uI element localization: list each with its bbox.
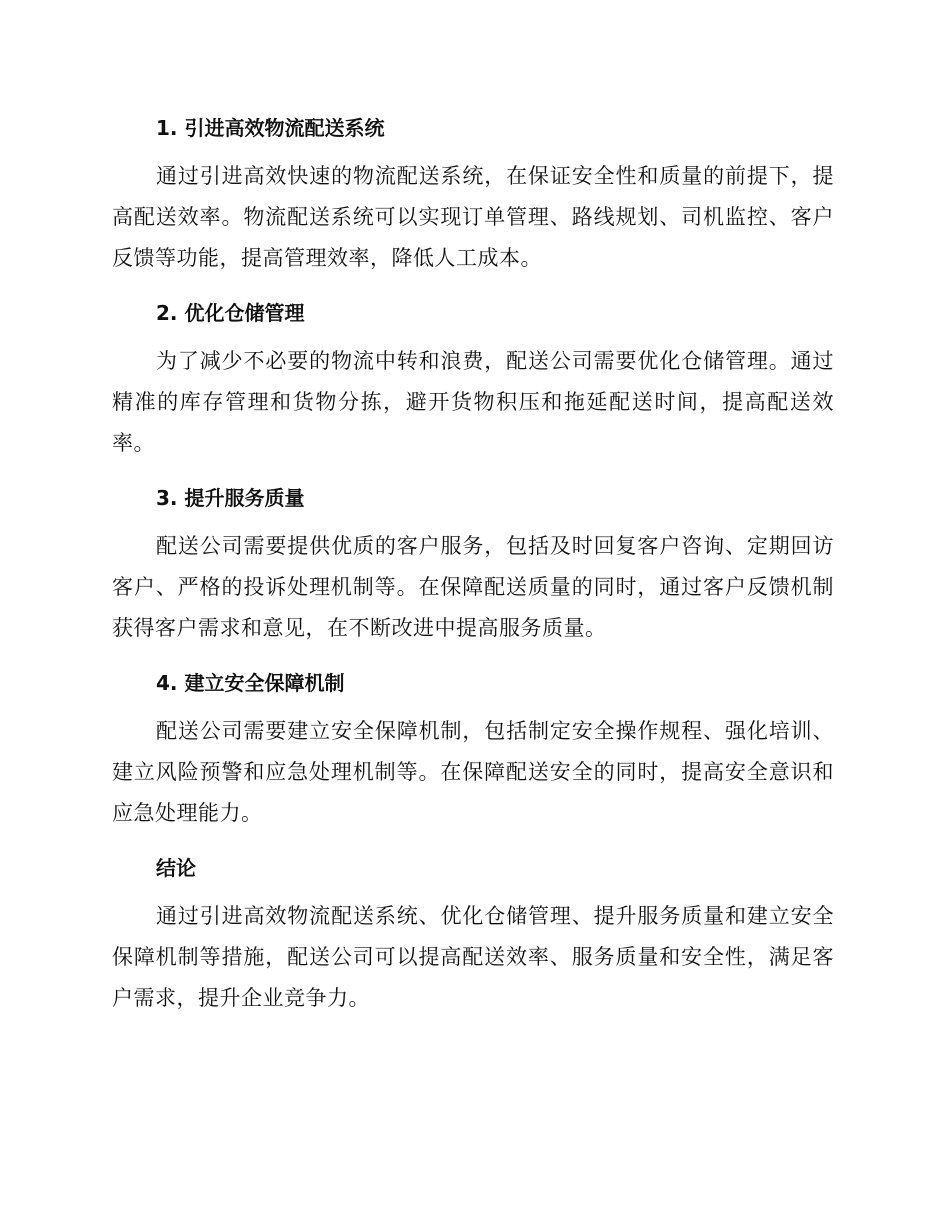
section-paragraph: 为了减少不必要的物流中转和浪费，配送公司需要优化仓储管理。通过精准的库存管理和货物分拣，避开货物积压和拖延配送时间，提高配送效率。: [112, 349, 834, 455]
section-heading: 1. 引进高效物流配送系统: [156, 116, 385, 140]
document-body: [112, 108, 834, 1033]
section-heading: 4. 建立安全保障机制: [156, 671, 345, 695]
section-logistics-system: [112, 108, 834, 279]
section-paragraph: 配送公司需要提供优质的客户服务，包括及时回复客户咨询、定期回访客户、严格的投诉处理机制等。在保障配送质量的同时，通过客户反馈机制获得客户需求和意见，在不断改进中提高服务质量。: [112, 534, 834, 640]
section-heading: 3. 提升服务质量: [156, 486, 305, 510]
section-service-quality: [112, 478, 834, 649]
section-paragraph: 配送公司需要建立安全保障机制，包括制定安全操作规程、强化培训、建立风险预警和应急处理机制等。在保障配送安全的同时，提高安全意识和应急处理能力。: [112, 719, 834, 825]
section-warehouse-management: [112, 293, 834, 464]
section-paragraph: 通过引进高效快速的物流配送系统，在保证安全性和质量的前提下，提高配送效率。物流配送系统可以实现订单管理、路线规划、司机监控、客户反馈等功能，提高管理效率，降低人工成本。: [112, 164, 834, 270]
conclusion-paragraph: 通过引进高效物流配送系统、优化仓储管理、提升服务质量和建立安全保障机制等措施，配送公司可以提高配送效率、服务质量和安全性，满足客户需求，提升企业竞争力。: [112, 904, 834, 1010]
conclusion-heading: 结论: [156, 856, 196, 880]
section-safety-mechanism: [112, 663, 834, 834]
section-conclusion: [112, 848, 834, 1019]
section-heading: 2. 优化仓储管理: [156, 301, 305, 325]
